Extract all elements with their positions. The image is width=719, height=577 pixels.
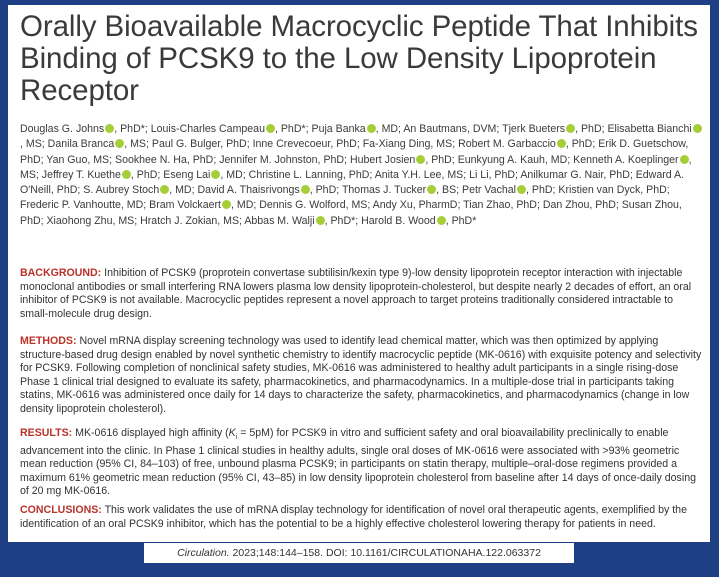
- author-entry: [403, 123, 502, 135]
- orcid-icon[interactable]: [437, 216, 446, 225]
- author-entry: [312, 123, 404, 135]
- results-text-after: = 5pM) for PCSK9 in vitro and sufficient safety and oral bioavailability preclinically to enable advancement into the clinic. In Phase 1 clinical studies in healthy adults, single oral doses of MK-0616 were associated with >93% geometric mean reduction (95% CI, 84–103) of free, unbound plasma PCSK9; in participants on statin therapy, multiple–oral-dose regimens provided a maximum 61% geometric mean reduction (95% CI, 43–85) in low density lipoprotein cholesterol from baseline after 14 days of once-daily dosing of 20 mg MK-0616.: [20, 427, 696, 498]
- author-degree: , PhD*: [445, 214, 477, 227]
- author-name: Tjerk Bueters: [502, 123, 566, 135]
- author-name: An Bautmans, DVM;: [403, 123, 503, 135]
- author-degree: , MD;: [169, 184, 198, 197]
- orcid-icon[interactable]: [222, 200, 231, 209]
- author-name: Paul G. Bulger, PhD; Inne Crevecoeur, PhD; Fa-Xiang Ding, MS; Robert M. Garbaccio: [151, 138, 556, 151]
- orcid-icon[interactable]: [122, 170, 131, 179]
- author-name: Louis-Charles Campeau: [150, 123, 265, 135]
- author-entry: [20, 123, 151, 135]
- orcid-icon[interactable]: [115, 139, 124, 148]
- author-entry: [361, 215, 476, 227]
- author-name: Danila Branca: [47, 138, 115, 151]
- author-name: Douglas G. Johns: [20, 123, 105, 135]
- author-degree: , MS;: [20, 138, 48, 151]
- author-entry: [152, 138, 598, 150]
- ki-subscript: i: [235, 434, 238, 442]
- author-name: Elisabetta Bianchi: [607, 123, 692, 135]
- methods-text: Novel mRNA display screening technology was used to identify lead chemical matter, which was then optimized by applying structure-based drug design enabled by novel synthetic chemistry to identify macrocyclic peptide (MK-0616) with exquisite potency and selectivity for PCSK9. Following completion of nonclinical safety studies, MK-0616 was administered to healthy adult participants in a single rising-dose Phase 1 clinical trial designed to evaluate its safety, pharmacokinetics, and pharmacodynamics. In a multiple-dose trial in participants taking statins, MK-0616 was administered once daily for 14 days to characterize the safety, pharmacokinetics, and pharmacodynamics (change in low density lipoprotein cholesterol).: [20, 335, 702, 415]
- conclusions-text: This work validates the use of mRNA display technology for identification of novel oral therapeutic agents, exemplified by the identification of an oral PCSK9 inhibitor, which has the potential to be a highly effective cholesterol lowering therapy for patients in need.: [20, 504, 687, 530]
- author-entry: [462, 184, 558, 196]
- paper-page: [8, 5, 710, 542]
- abstract-methods: [20, 335, 704, 416]
- methods-label: METHODS:: [20, 335, 77, 347]
- author-name: Christine L. Lanning, PhD; Anita Y.H. Lee, MS; Li Li, PhD; Anilkumar G. Nair, PhD; Edward A. O'Neill, PhD; S. Aubrey Stoch: [20, 168, 685, 197]
- author-name: Eunkyung A. Kauh, MD; Kenneth A. Koeplinger: [457, 153, 679, 166]
- results-label: RESULTS:: [20, 427, 73, 439]
- abstract-background: [20, 267, 704, 321]
- author-name: David A. Thaisrivongs: [197, 184, 300, 197]
- author-entry: [342, 184, 462, 196]
- author-degree: , MD;: [230, 199, 260, 212]
- orcid-icon[interactable]: [367, 124, 376, 133]
- orcid-icon[interactable]: [316, 216, 325, 225]
- orcid-icon[interactable]: [557, 139, 566, 148]
- orcid-icon[interactable]: [566, 124, 575, 133]
- orcid-icon[interactable]: [416, 155, 425, 164]
- orcid-icon[interactable]: [160, 185, 169, 194]
- author-entry: [197, 184, 341, 196]
- author-degree: , PhD;: [575, 123, 608, 135]
- orcid-icon[interactable]: [680, 155, 689, 164]
- orcid-icon[interactable]: [517, 185, 526, 194]
- author-degree: , PhD;: [309, 184, 342, 197]
- author-degree: , PhD;: [130, 168, 164, 181]
- author-name: Eseng Lai: [163, 168, 211, 181]
- author-entry: [48, 138, 152, 150]
- author-list: [20, 122, 704, 229]
- author-degree: , PhD*;: [274, 123, 312, 135]
- author-degree: , PhD;: [425, 153, 458, 166]
- abstract-results: [20, 427, 704, 499]
- author-name: Erik D. Guetschow, PhD; Yan Guo, MS; Sookhee N. Ha, PhD; Jennifer M. Johnston, PhD; Hubert Josien: [20, 138, 689, 166]
- ki-symbol: K: [228, 427, 236, 439]
- author-degree: , BS;: [436, 184, 463, 197]
- orcid-icon[interactable]: [301, 185, 310, 194]
- author-degree: , PhD*;: [324, 214, 362, 227]
- author-degree: , MS;: [124, 138, 152, 151]
- author-name: Petr Vachal: [462, 184, 517, 197]
- citation-journal: Circulation.: [177, 547, 230, 559]
- author-degree: , PhD*;: [114, 123, 151, 135]
- author-entry: [42, 169, 164, 181]
- orcid-icon[interactable]: [427, 185, 436, 194]
- author-entry: [163, 169, 248, 181]
- author-degree: , PhD;: [526, 184, 559, 197]
- author-degree: , MD;: [220, 168, 249, 181]
- author-name: Puja Banka: [311, 123, 366, 135]
- author-name: Dennis G. Wolford, MS; Andy Xu, PharmD; Tian Zhao, PhD; Dan Zhou, PhD; Susan Zhou, PhD; Xiaohong Zhu, MS; Hratch J. Zokian, MS; Abbas M. Walji: [20, 199, 682, 227]
- background-text: Inhibition of PCSK9 (proprotein convertase subtilisin/kexin type 9)-low density lipoprotein receptor interaction with injectable monoclonal antibodies or small interfering RNA lowers plasma low density lipoprotein-cholesterol, but despite nearly 2 decades of effort, an oral inhibitor of PCSK9 is not available. Macrocyclic peptides represent a novel approach to target proteins traditionally considered intractable to small-molecule drug design.: [20, 267, 692, 320]
- author-degree: , PhD;: [565, 138, 599, 151]
- conclusions-label: CONCLUSIONS:: [20, 504, 102, 516]
- author-entry: [502, 123, 607, 135]
- orcid-icon[interactable]: [105, 124, 114, 133]
- citation-line: [144, 543, 574, 563]
- results-text-before: MK-0616 displayed high affinity (: [75, 427, 229, 439]
- orcid-icon[interactable]: [266, 124, 275, 133]
- author-entry: [151, 123, 312, 135]
- author-name: Kristien van Dyck, PhD; Frederic P. Vanhoutte, MD; Bram Volckaert: [20, 184, 670, 212]
- abstract-conclusions: [20, 504, 704, 531]
- background-label: BACKGROUND:: [20, 267, 102, 279]
- author-name: Harold B. Wood: [361, 214, 436, 227]
- orcid-icon[interactable]: [693, 124, 702, 133]
- author-name: Jeffrey T. Kuethe: [41, 168, 121, 181]
- citation-details: 2023;148:144–158. DOI: 10.1161/CIRCULATIONAHA.122.063372: [229, 547, 541, 559]
- author-degree: , MD;: [375, 123, 404, 135]
- paper-title: Orally Bioavailable Macrocyclic Peptide That Inhibits Binding of PCSK9 to the Low Density Lipoprotein Receptor: [20, 10, 698, 107]
- author-name: Thomas J. Tucker: [341, 184, 427, 197]
- author-degree: , MS;: [20, 153, 692, 181]
